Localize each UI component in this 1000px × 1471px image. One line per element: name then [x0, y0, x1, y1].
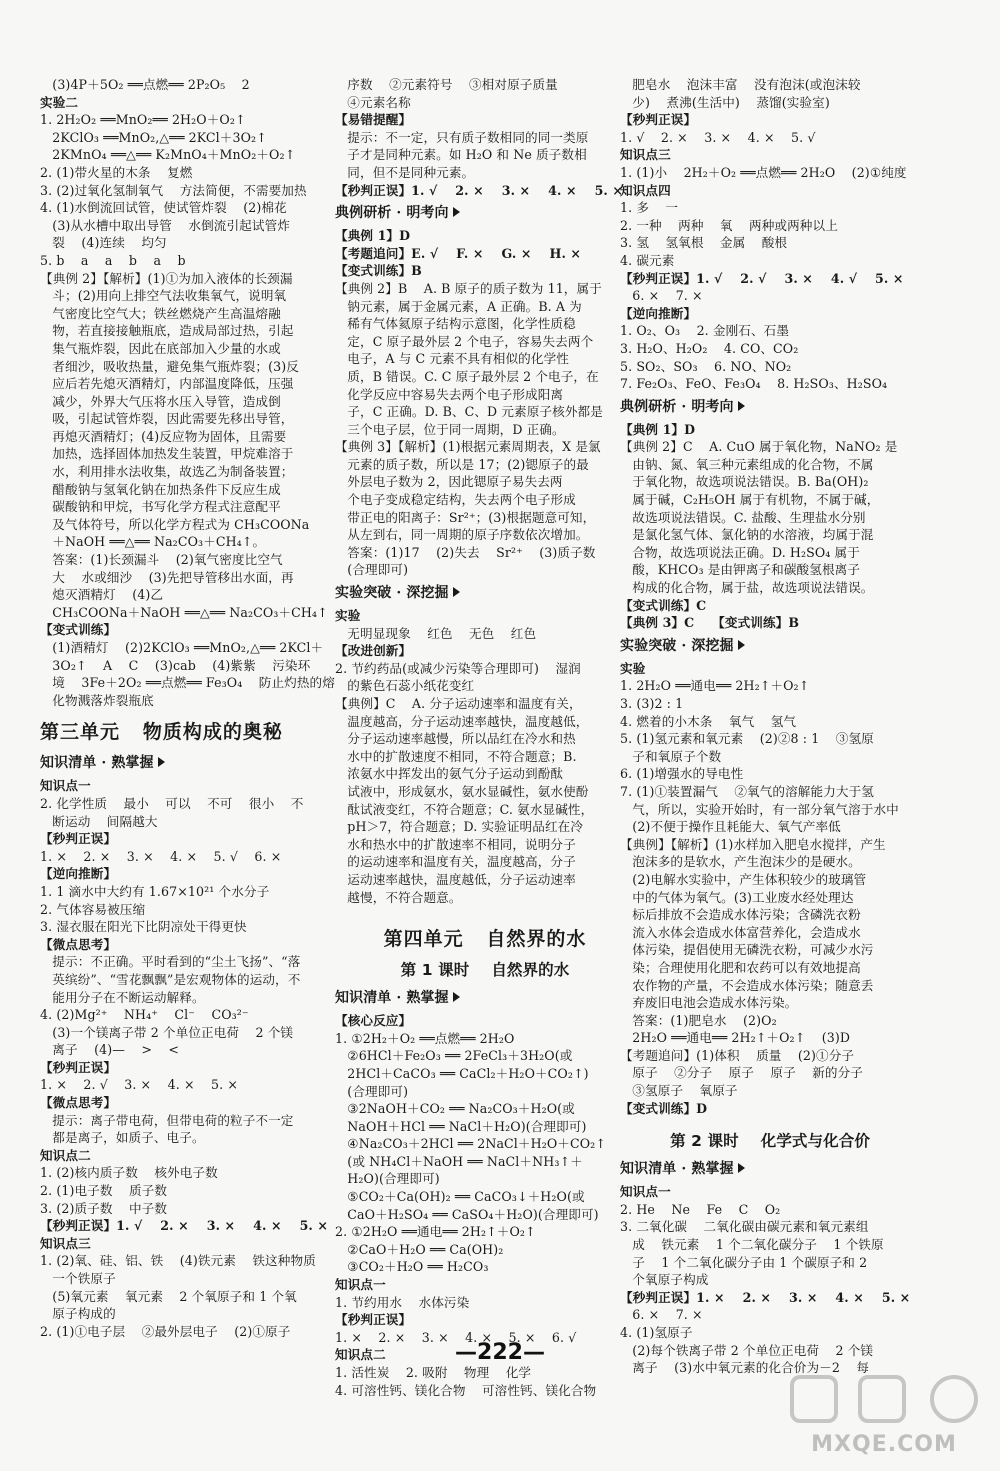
section-banner — [335, 581, 635, 605]
answer-line: 弃废旧电池会造成水体污染。 — [620, 995, 798, 1011]
answer-line: 碳酸钠和甲烷，书写化学方程式注意配平 — [40, 499, 281, 515]
section-banner-label: 知识清单 · 熟掌握 — [620, 1161, 734, 1178]
answer-line: 构成的化合物，属于盐，故选项说法错误。 — [620, 580, 874, 596]
section-banner — [335, 986, 635, 1010]
answer-line: 1. × 2. × 3. × 4. × 5. × 6. √ — [335, 1329, 577, 1345]
section-label: 知识点三 — [620, 147, 671, 163]
unit-title: 第四单元 自然界的水 — [383, 928, 587, 951]
section-label: 【秒判正误】 — [335, 1312, 412, 1328]
answer-line: 物，若直接接触瓶底，造成局部过热，引起 — [40, 323, 294, 339]
answer-line: 3. 二氧化碳 二氧化碳由碳元素和氧元素组 — [620, 1219, 869, 1235]
answer-line: 境 3Fe＋2O₂ ══点燃══ Fe₃O₄ 防止灼热的熔 — [40, 675, 335, 691]
answer-line: 再熄灭酒精灯；(4)反应物为固体，且需要 — [40, 428, 287, 444]
section-label: 【秒判正误】 — [40, 831, 117, 847]
answer-line: 化物溅落炸裂瓶底 — [40, 692, 154, 708]
watermark-icon — [784, 1369, 984, 1429]
answer-line: 肥皂水 泡沫丰富 没有泡沫(或泡沫较 — [620, 77, 861, 92]
answer-line: ③CO₂＋H₂O ══ H₂CO₃ — [335, 1259, 489, 1275]
answer-line: 于氧化物，故选项说法错误。B. Ba(OH)₂ — [620, 474, 869, 490]
answer-line: ＋NaOH ══△══ Na₂CO₃＋CH₄↑。 — [40, 534, 266, 550]
answer-line: 【典例】C A. 分子运动速率和温度有关， — [335, 696, 582, 711]
answer-line: 加热，选择固体加热发生装置，甲烷难溶于 — [40, 446, 294, 462]
answer-line: CaO＋H₂SO₄ ══ CaSO₄＋H₂O)(合理即可) — [335, 1206, 599, 1222]
answer-line: 合物，故选项说法正确。D. H₂SO₄ 属于 — [620, 544, 860, 560]
answer-line: 三个电子层，位于同一周期，D 正确。 — [335, 421, 565, 437]
section-label: 【秒判正误】1. √ 2. × 3. × 4. × 5. × — [40, 1218, 329, 1234]
answer-line: 5. (1)氢元素和氧元素 (2)②8 : 1 ③氢原 — [620, 731, 874, 747]
answer-line: 3. (3)2 : 1 — [620, 696, 684, 711]
column-right — [620, 76, 920, 1377]
answer-line: 及气体符号，所以化学方程式为 CH₃COONa — [40, 516, 310, 532]
spacer — [620, 1117, 920, 1127]
answer-line: 离子 (3)水中氧元素的化合价为－2 每 — [620, 1360, 870, 1376]
column-middle — [335, 76, 635, 1399]
answer-line: 1. (2)氧、硅、铝、铁 (4)铁元素 铁这种物质 — [40, 1253, 316, 1269]
answer-line: (合理即可) — [335, 1083, 409, 1099]
answer-line: 序数 ②元素符号 ③相对原子质量 — [335, 77, 558, 92]
watermark-logo — [784, 1369, 984, 1457]
answer-line: 应后若先熄灭酒精灯，内部温度降低，压强 — [40, 376, 294, 392]
answer-line: 1. ①2H₂＋O₂ ══点燃══ 2H₂O — [335, 1030, 515, 1046]
arrow-right-icon — [158, 757, 165, 767]
section-banner — [620, 395, 920, 419]
answer-line: (合理即可) — [335, 562, 409, 578]
section-label: 【逆向推断】 — [40, 866, 117, 882]
answer-line: 泡沫多的是软水，产生泡沫少的是硬水。 — [620, 854, 861, 870]
answer-line: 提示：不一定，只有质子数相同的同一类原 — [335, 129, 589, 145]
section-label: 知识点一 — [335, 1277, 386, 1293]
answer-line: 浓氨水中挥发出的氨气分子运动到酚酞 — [335, 766, 564, 782]
answer-line: ②6HCl＋Fe₂O₃ ══ 2FeCl₃＋3H₂O(或 — [335, 1048, 573, 1064]
answer-line: 农作物的产量，不会造成水体污染；随意丢 — [620, 977, 874, 993]
answer-line: ⑤CO₂＋Ca(OH)₂ ══ CaCO₃↓＋H₂O(或 — [335, 1189, 585, 1205]
answer-line: 能用分子在不断运动解释。 — [40, 989, 205, 1005]
section-banner-label: 典例研析 · 明考向 — [335, 205, 449, 222]
section-label: 【典例 1】D — [335, 228, 411, 244]
answer-line: (2)每个铁离子带 2 个单位正电荷 2 个镁 — [620, 1342, 874, 1358]
arrow-right-icon — [738, 640, 745, 650]
answer-line: 【典例 2】【解析】(1)①为加入液体的长颈漏 — [40, 270, 293, 286]
answer-line: ③氢原子 氧原子 — [620, 1083, 738, 1099]
answer-line: (1)酒精灯 (2)2KClO₃ ══MnO₂,△══ 2KCl＋ — [40, 640, 324, 655]
answer-line: 2. 气体容易被压缩 — [40, 901, 146, 917]
answer-line: 4. 碳元素 — [620, 252, 675, 268]
answer-line: (或 NH₄Cl＋NaOH ══ NaCl＋NH₃↑＋ — [335, 1153, 583, 1169]
answer-line: 从左到右，同一周期的原子序数依次增加。 — [335, 527, 589, 543]
answer-line: 带正电的阳离子：Sr²⁺；(3)根据题意可知， — [335, 509, 596, 525]
answer-line: 定，C 原子最外层 2 个电子，容易失去两个 — [335, 333, 594, 349]
answer-line: 3O₂↑ A C (3)cab (4)紫紫 污染环 — [40, 657, 311, 673]
answer-line: 4. (1)氢原子 — [620, 1325, 693, 1340]
section-label: 【秒判正误】1. √ 2. × 3. × 4. × 5. × — [335, 182, 624, 198]
answer-line: 染；合理使用化肥和农药可以有效地提高 — [620, 959, 861, 975]
section-label: 【典例 1】D — [620, 421, 696, 437]
answer-line: 7. Fe₂O₃、FeO、Fe₃O₄ 8. H₂SO₃、H₂SO₄ — [620, 376, 888, 392]
answer-line: H₂O)(合理即可) — [335, 1171, 440, 1187]
answer-line: 是氯化氢气体、氯化钠的水溶液，均属于混 — [620, 527, 874, 543]
answer-line: 无明显现象 红色 无色 红色 — [335, 625, 537, 641]
section-label: 【秒判正误】1. √ 2. √ 3. × 4. √ 5. × — [620, 270, 904, 286]
answer-line: NaOH＋HCl ══ NaCl＋H₂O)(合理即可) — [335, 1118, 587, 1134]
answer-line: 6. (1)增强水的导电性 — [620, 766, 744, 782]
spacer — [335, 906, 635, 916]
answer-line: 2. (1)带火星的木条 复燃 — [40, 164, 193, 180]
section-label: 【改进创新】 — [335, 643, 412, 659]
section-label: 【变式训练】C — [620, 597, 707, 613]
answer-line: pH＞7，符合题意；D. 实验证明品红在冷 — [335, 819, 584, 835]
answer-line: CH₃COONa＋NaOH ══△══ Na₂CO₃＋CH₄↑ — [40, 604, 328, 620]
answer-line: 【典例 2】B A. B 原子的质子数为 11，属于 — [335, 280, 602, 296]
answer-line: (3)从水槽中取出导管 水倒流引起试管炸 — [40, 217, 290, 233]
answer-line: 2. 一种 两种 氧 两种或两种以上 — [620, 217, 838, 233]
answer-line: 流入水体会造成水体富营养化，会造成水 — [620, 924, 861, 940]
arrow-right-icon — [738, 401, 745, 411]
section-label: 【核心反应】 — [335, 1013, 412, 1029]
answer-line: 子，C 正确。D. B、C、D 元素原子核外都是 — [335, 404, 603, 420]
answer-line: 4. (1)水倒流回试管，使试管炸裂 (2)棉花 — [40, 200, 287, 216]
section-label: 【易错提醒】 — [335, 112, 412, 128]
watermark-site: MXQE.COM — [811, 1432, 957, 1457]
answer-line: 化学反应中容易失去两个电子形成阳离 — [335, 386, 564, 402]
answer-line: 试液中，形成氨水，氨水显碱性，氨水使酚 — [335, 783, 589, 799]
answer-line: 气，所以，实验开始时，有一部分氧气溶于水中 — [620, 801, 899, 817]
answer-line: 子 1 个二氧化碳分子由 1 个碳原子和 2 — [620, 1254, 868, 1270]
answer-line: 原子 ②分子 原子 原子 新的分子 — [620, 1065, 863, 1081]
answer-line: 1. 节约用水 水体污染 — [335, 1294, 470, 1310]
answer-line: 1. 2H₂O₂ ══MnO₂══ 2H₂O＋O₂↑ — [40, 112, 246, 128]
answer-line: 由钠、氮、氧三种元素组成的化合物，不属 — [620, 456, 874, 472]
answer-line: 斗；(2)用向上排空气法收集氧气，说明氧 — [40, 288, 287, 304]
lesson-title: 第 2 课时 化学式与化合价 — [670, 1132, 870, 1151]
section-label: 【逆向推断】 — [620, 305, 697, 321]
answer-line: 醋酸钠与氢氧化钠在加热条件下反应生成 — [40, 481, 281, 497]
answer-line: 2. (1)电子数 质子数 — [40, 1183, 168, 1199]
page-number: —222— — [455, 1340, 545, 1365]
answer-line: 提示：不正确。平时看到的“尘土飞扬”、“落 — [40, 954, 301, 970]
answer-line: 1. × 2. × 3. × 4. × 5. √ 6. × — [40, 848, 282, 864]
answer-line: 水，利用排水法收集，故选乙为制备装置； — [40, 464, 294, 480]
answer-line: 1. (1)小 2H₂＋O₂ ══点燃══ 2H₂O (2)①纯度 — [620, 164, 907, 180]
answer-line: 3. H₂O、H₂O₂ 4. CO、CO₂ — [620, 340, 799, 356]
section-label: 【秒判正误】 — [620, 112, 697, 128]
answer-line: 熄灭酒精灯 (4)乙 — [40, 587, 164, 603]
answer-line: 钠元素，属于金属元素，A 正确。B. A 为 — [335, 298, 582, 314]
answer-line: 者细沙，吸收热量，避免集气瓶炸裂；(3)反 — [40, 358, 299, 374]
answer-line: 大 水或细沙 (3)先把导管移出水面，再 — [40, 569, 294, 585]
section-banner — [620, 1157, 920, 1181]
answer-line: 1. O₂、O₃ 2. 金刚石、石墨 — [620, 323, 790, 339]
answer-line: 3. (2)质子数 中子数 — [40, 1200, 168, 1216]
answer-line: (2)不便于操作且耗能大、氧气产率低 — [620, 819, 841, 835]
answer-line: ④元素名称 — [335, 94, 411, 110]
section-label: 知识点一 — [40, 778, 91, 794]
section-banner — [40, 751, 340, 775]
answer-line: 分子运动速率越慢，所以品红在冷水和热 — [335, 731, 576, 747]
answer-line: 稀有气体氦原子结构示意图，化学性质稳 — [335, 316, 576, 332]
answer-line: ②CaO＋H₂O ══ Ca(OH)₂ — [335, 1241, 504, 1257]
answer-line: 越慢，不符合题意。 — [335, 889, 462, 905]
section-label: 【秒判正误】 — [40, 1059, 117, 1075]
answer-line: 温度越高，分子运动速率越快，温度越低， — [335, 713, 589, 729]
answer-line: 3. 湿衣服在阳光下比阴凉处干得更快 — [40, 919, 247, 935]
answer-line: 都是离子，如质子、电子。 — [40, 1130, 205, 1146]
answer-line: 2. 节约药品(或减少污染等合理即可) 湿润 — [335, 660, 581, 676]
section-label: 【变式训练】D — [620, 1100, 708, 1116]
answer-line: 吸，引起试管炸裂，因此需要先移出导管， — [40, 411, 294, 427]
section-label: 知识点二 — [335, 1347, 386, 1363]
answer-line: 裂 (4)连续 均匀 — [40, 235, 167, 251]
answer-line: 4. (2)Mg²⁺ NH₄⁺ Cl⁻ CO₃²⁻ — [40, 1007, 249, 1023]
answer-line: 2. ①2H₂O ══通电══ 2H₂↑＋O₂↑ — [335, 1224, 536, 1240]
answer-line: 同，但不是同种元素。 — [335, 164, 475, 180]
section-label: 【变式训练】 — [40, 622, 117, 638]
answer-line: 1. 1 滴水中大约有 1.67×10²¹ 个水分子 — [40, 883, 270, 899]
answer-line: 3. (2)过氧化氢制氧气 方法简便，不需要加热 — [40, 182, 307, 198]
answer-line: 中的气体为氧气。(3)工业废水经处理达 — [620, 889, 854, 905]
answer-line: 1. 多 一 — [620, 200, 679, 216]
answer-line: 6. × 7. × — [620, 288, 703, 304]
section-banner — [335, 201, 635, 225]
section-label: 【变式训练】B — [335, 263, 422, 279]
section-label: 知识点二 — [40, 1147, 91, 1163]
answer-line: 2KClO₃ ══MnO₂,△══ 2KCl＋3O₂↑ — [40, 129, 267, 145]
section-banner — [620, 634, 920, 658]
answer-line: (5)氧元素 氧元素 2 个氧原子和 1 个氧 — [40, 1288, 297, 1304]
answer-line: 故选项说法错误。C. 盐酸、生理盐水分别 — [620, 509, 866, 525]
answer-line: 1. (2)核内质子数 核外电子数 — [40, 1165, 218, 1181]
answer-line: 3. 氢 氢氧根 金属 酸根 — [620, 235, 788, 251]
answer-line: 标后排放不会造成水体污染；含磷洗衣粉 — [620, 907, 861, 923]
section-label: 【考题追问】E. √ F. × G. × H. × — [335, 245, 582, 261]
answer-line: 7. (1)①装置漏气 ②氧气的溶解能力大于氢 — [620, 783, 874, 799]
section-label: 知识点三 — [40, 1235, 91, 1251]
answer-line: 答案：(1)长颈漏斗 (2)氧气密度比空气 — [40, 552, 283, 568]
answer-line: 质，B 错误。C. C 原子最外层 2 个电子，在 — [335, 368, 599, 384]
answer-line: 断运动 间隔越大 — [40, 813, 158, 829]
answer-line: 个氧原子构成 — [620, 1272, 709, 1288]
answer-line: ③2NaOH＋CO₂ ══ Na₂CO₃＋H₂O(或 — [335, 1101, 575, 1117]
answer-line: 英缤纷”、“雪花飘飘”是宏观物体的运动，不 — [40, 971, 301, 987]
section-label: 【典例 3】C 【变式训练】B — [620, 615, 800, 631]
answer-line: (2)电解水实验中，产生体积较少的玻璃管 — [620, 871, 867, 887]
answer-line: 1. √ 2. × 3. × 4. × 5. √ — [620, 129, 816, 145]
arrow-right-icon — [453, 207, 460, 217]
answer-line: 2HCl＋CaCO₃ ══ CaCl₂＋H₂O＋CO₂↑) — [335, 1065, 589, 1081]
arrow-right-icon — [453, 992, 460, 1002]
answer-line: 2KMnO₄ ══△══ K₂MnO₄＋MnO₂＋O₂↑ — [40, 147, 296, 163]
section-label: 实验 — [335, 608, 361, 624]
answer-line: 提示：离子带电荷，但带电荷的粒子不一定 — [40, 1112, 294, 1128]
answer-line: 集气瓶炸裂，因此在底部加入少量的水或 — [40, 340, 281, 356]
answer-line: 电子，A 与 C 元素不具有相似的化学性 — [335, 351, 569, 367]
answer-line: 外层电子数为 2，因此锶原子易失去两 — [335, 474, 563, 490]
section-label: 【微点思考】 — [40, 936, 117, 952]
answer-line: 原子构成的 — [40, 1306, 116, 1322]
answer-line: 5. b a a b a b — [40, 252, 186, 268]
answer-line: 子和氧原子个数 — [620, 748, 722, 764]
answer-line: 水中的扩散速度不相同，不符合题意；B. — [335, 748, 577, 764]
answer-line: 答案：(1)肥皂水 (2)O₂ — [620, 1012, 777, 1028]
answer-line: 体污染，提倡使用无磷洗衣粉，可减少水污 — [620, 942, 874, 958]
answer-line: 2. 化学性质 最小 可以 不可 很小 不 — [40, 795, 304, 811]
section-banner-label: 知识清单 · 熟掌握 — [40, 755, 154, 772]
answer-line: 离子 (4)— > < — [40, 1042, 180, 1058]
answer-line: 子才是同种元素。如 H₂O 和 Ne 质子数相 — [335, 147, 587, 163]
section-banner-label: 知识清单 · 熟掌握 — [335, 990, 449, 1007]
section-label: 【秒判正误】1. × 2. × 3. × 4. × 5. × — [620, 1289, 911, 1305]
answer-line: 4. 燃着的小木条 氧气 氢气 — [620, 713, 797, 729]
answer-line: (3)4P＋5O₂ ══点燃══ 2P₂O₅ 2 — [40, 77, 250, 92]
answer-line: (3)一个镁离子带 2 个单位正电荷 2 个镁 — [40, 1024, 294, 1040]
answer-line: 减少，外界大气压将水压入导管，造成倒 — [40, 393, 281, 409]
column-left — [40, 76, 340, 1340]
answer-line: 【典例 3】【解析】(1)根据元素周期表，X 是氯 — [335, 439, 601, 455]
answer-line: 5. SO₂、SO₃ 6. NO、NO₂ — [620, 358, 792, 374]
answer-line: 气密度比空气大；铁丝燃烧产生高温熔融 — [40, 305, 281, 321]
answer-line: 元素的质子数，所以是 17；(2)锶原子的最 — [335, 456, 589, 472]
answer-line: 4. 可溶性钙、镁化合物 可溶性钙、镁化合物 — [335, 1382, 597, 1398]
answer-line: 酞试液变红，不符合题意；C. 氨水显碱性， — [335, 801, 594, 817]
answer-line: 酸，KHCO₃ 是由钾离子和碳酸氢根离子 — [620, 562, 861, 578]
arrow-right-icon — [453, 587, 460, 597]
unit-title: 第三单元 物质构成的奥秘 — [40, 721, 283, 744]
answer-line: 1. × 2. √ 3. × 4. × 5. × — [40, 1077, 238, 1093]
answer-line: 2. He Ne Fe C O₂ — [620, 1201, 781, 1217]
answer-line: 的紫色石蕊小纸花变红 — [335, 678, 475, 694]
answer-line: 的运动速率和温度有关，温度越高，分子 — [335, 854, 576, 870]
answer-line: 一个铁原子 — [40, 1271, 116, 1286]
answer-line: 个电子变成稳定结构，失去两个电子形成 — [335, 492, 576, 508]
answer-line: 1. 活性炭 2. 吸附 物理 化学 — [335, 1365, 532, 1380]
answer-line: 1. 2H₂O ══通电══ 2H₂↑＋O₂↑ — [620, 678, 810, 694]
answer-line: 属于碱，C₂H₅OH 属于有机物，不属于碱， — [620, 492, 880, 508]
answer-line: 6. × 7. × — [620, 1307, 703, 1323]
section-label: 知识点一 — [620, 1184, 671, 1200]
answer-line: ④Na₂CO₃＋2HCl ══ 2NaCl＋H₂O＋CO₂↑ — [335, 1136, 606, 1152]
arrow-right-icon — [738, 1163, 745, 1173]
answer-line: 【典例 2】C A. CuO 属于氧化物，NaNO₂ 是 — [620, 439, 898, 455]
answer-line: 成 铁元素 1 个二氧化碳分子 1 个铁原 — [620, 1237, 884, 1253]
section-banner-label: 典例研析 · 明考向 — [620, 398, 734, 415]
section-banner-label: 实验突破 · 深挖掘 — [620, 637, 734, 654]
section-label: 实验 — [620, 660, 646, 676]
answer-line: 水和热水中的扩散速率不相同，说明分子 — [335, 836, 576, 852]
answer-line: 答案：(1)17 (2)失去 Sr²⁺ (3)质子数 — [335, 544, 596, 560]
answer-line: 2. (1)①电子层 ②最外层电子 (2)①原子 — [40, 1323, 291, 1339]
section-label: 知识点四 — [620, 182, 671, 198]
answer-line: 【典例】【解析】(1)水样加入肥皂水搅拌，产生 — [620, 836, 886, 852]
answer-line: 2H₂O ══通电══ 2H₂↑＋O₂↑ (3)D — [620, 1030, 851, 1046]
section-banner-label: 实验突破 · 深挖掘 — [335, 585, 449, 602]
section-label: 实验二 — [40, 94, 79, 110]
lesson-title: 第 1 课时 自然界的水 — [400, 961, 570, 980]
section-label: 【微点思考】 — [40, 1095, 117, 1111]
answer-line: 【考题追问】(1)体积 质量 (2)①分子 — [620, 1047, 855, 1063]
answer-line: 运动速率越快，温度越低，分子运动速率 — [335, 871, 576, 887]
answer-line: 少) 煮沸(生活中) 蒸馏(实验室) — [620, 94, 830, 110]
